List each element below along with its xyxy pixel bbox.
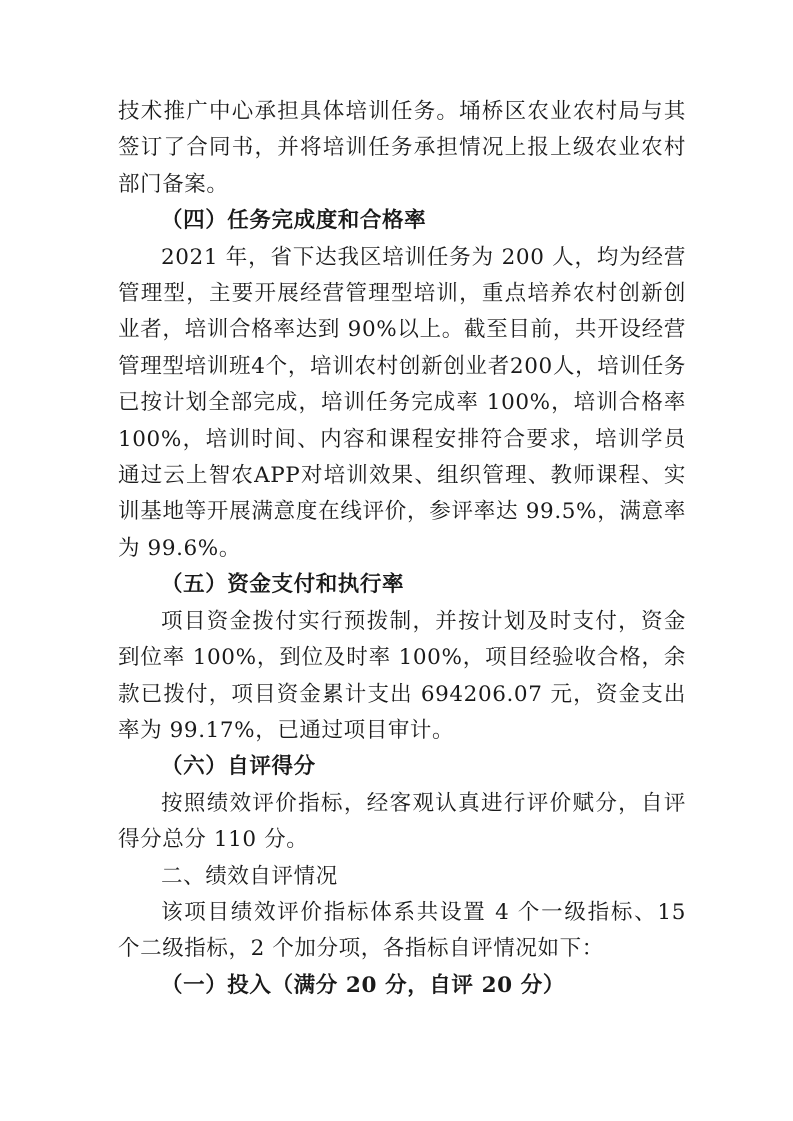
paragraph-training-arrangement: 技术推广中心承担具体培训任务。埇桥区农业农村局与其签订了合同书，并将培训任务承担情况上报上级农业农村部门备案。 [118, 99, 686, 197]
heading-input-score: （一）投入（满分 20 分，自评 20 分） [161, 972, 565, 998]
paragraph-indicator-system: 该项目绩效评价指标体系共设置 4 个一级指标、15 个二级指标，2 个加分项，各指标自评情况如下： [118, 899, 686, 962]
heading-completion-rate: （四）任务完成度和合格率 [161, 208, 427, 234]
heading-funding-execution: （五）资金支付和执行率 [161, 572, 405, 598]
paragraph-self-score: 按照绩效评价指标，经客观认真进行评价赋分，自评得分总分 110 分。 [118, 790, 686, 853]
heading-self-evaluation: 二、绩效自评情况 [161, 863, 338, 889]
paragraph-training-results: 2021 年，省下达我区培训任务为 200 人，均为经营管理型，主要开展经营管理型培训，重点培养农村创新创业者，培训合格率达到 90%以上。截至目前，共开设经营管理型培训班4个，培训农村创新创业者200人，培训任务已按计划全部完成，培训任务完成率 100%，培训合格率 100%，培训时间、内容和课程安排符合要求，培训学员通过云上智农APP对培训效果、组织管理、教师课程、实训基地等开展满意度在线评价，参评率达 99.5%，满意率为 99.6%。 [118, 244, 686, 561]
document-body [118, 94, 686, 1004]
paragraph-funding-details: 项目资金拨付实行预拨制，并按计划及时支付，资金到位率 100%，到位及时率 100%，项目经验收合格，余款已拨付，项目资金累计支出 694206.07 元，资金支出率为 99.17%，已通过项目审计。 [118, 608, 686, 743]
heading-self-score: （六）自评得分 [161, 754, 316, 780]
